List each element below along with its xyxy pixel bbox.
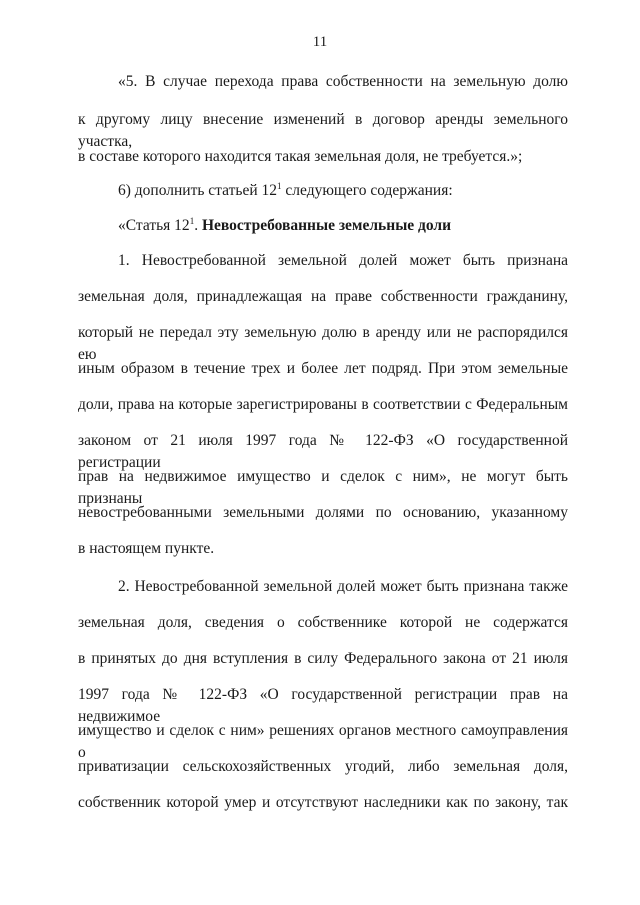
text-line: доли, права на которые зарегистрированы в соответствии с Федеральным [78, 396, 568, 413]
text-fragment: 6) дополнить статьей 12 [118, 182, 278, 199]
text-fragment: . [194, 217, 202, 234]
text-line: в принятых до дня вступления в силу Федерального закона от 21 июля [78, 650, 568, 667]
superscript: 1 [189, 215, 195, 226]
page-number: 11 [312, 34, 328, 50]
text-line: земельная доля, принадлежащая на праве собственности гражданину, [78, 288, 568, 305]
text-line: 2. Невостребованной земельной долей может быть признана также [118, 578, 568, 595]
text-line: иным образом в течение трех и более лет подряд. При этом земельные [78, 360, 568, 377]
text-line: в составе которого находится такая земельная доля, не требуется.»; [78, 148, 523, 165]
text-line: прав на недвижимое имущество и сделок с ним», не могут быть признаны [78, 468, 568, 507]
text-line: земельная доля, сведения о собственнике которой не содержатся [78, 614, 568, 631]
text-line: приватизации сельскохозяйственных угодий, либо земельная доля, [78, 758, 568, 775]
text-line: имущество и сделок с ним» решениях органов местного самоуправления о [78, 722, 568, 761]
text-line: который не передал эту земельную долю в аренду или не распорядился ею [78, 324, 568, 363]
text-line: невостребованными земельными долями по основанию, указанному [78, 504, 568, 521]
text-line: собственник которой умер и отсутствуют наследники как по закону, так [78, 794, 568, 811]
text-line: к другому лицу внесение изменений в договор аренды земельного участка, [78, 111, 568, 150]
text-line: 1. Невостребованной земельной долей может быть признана [118, 252, 568, 269]
article-heading [118, 215, 451, 237]
text-line: законом от 21 июля 1997 года № 122-ФЗ «О государственной регистрации [78, 432, 568, 471]
article-title: Невостребованные земельные доли [201, 217, 452, 234]
text-fragment: «Статья 12 [118, 217, 190, 234]
text-line: 1997 года № 122-ФЗ «О государственной регистрации прав на недвижимое [78, 686, 568, 725]
text-line: в настоящем пункте. [78, 540, 215, 557]
text-line: «5. В случае перехода права собственности на земельную долю [118, 73, 568, 90]
superscript: 1 [277, 180, 282, 191]
text-line [118, 180, 453, 202]
text-fragment: следующего содержания: [281, 182, 453, 199]
